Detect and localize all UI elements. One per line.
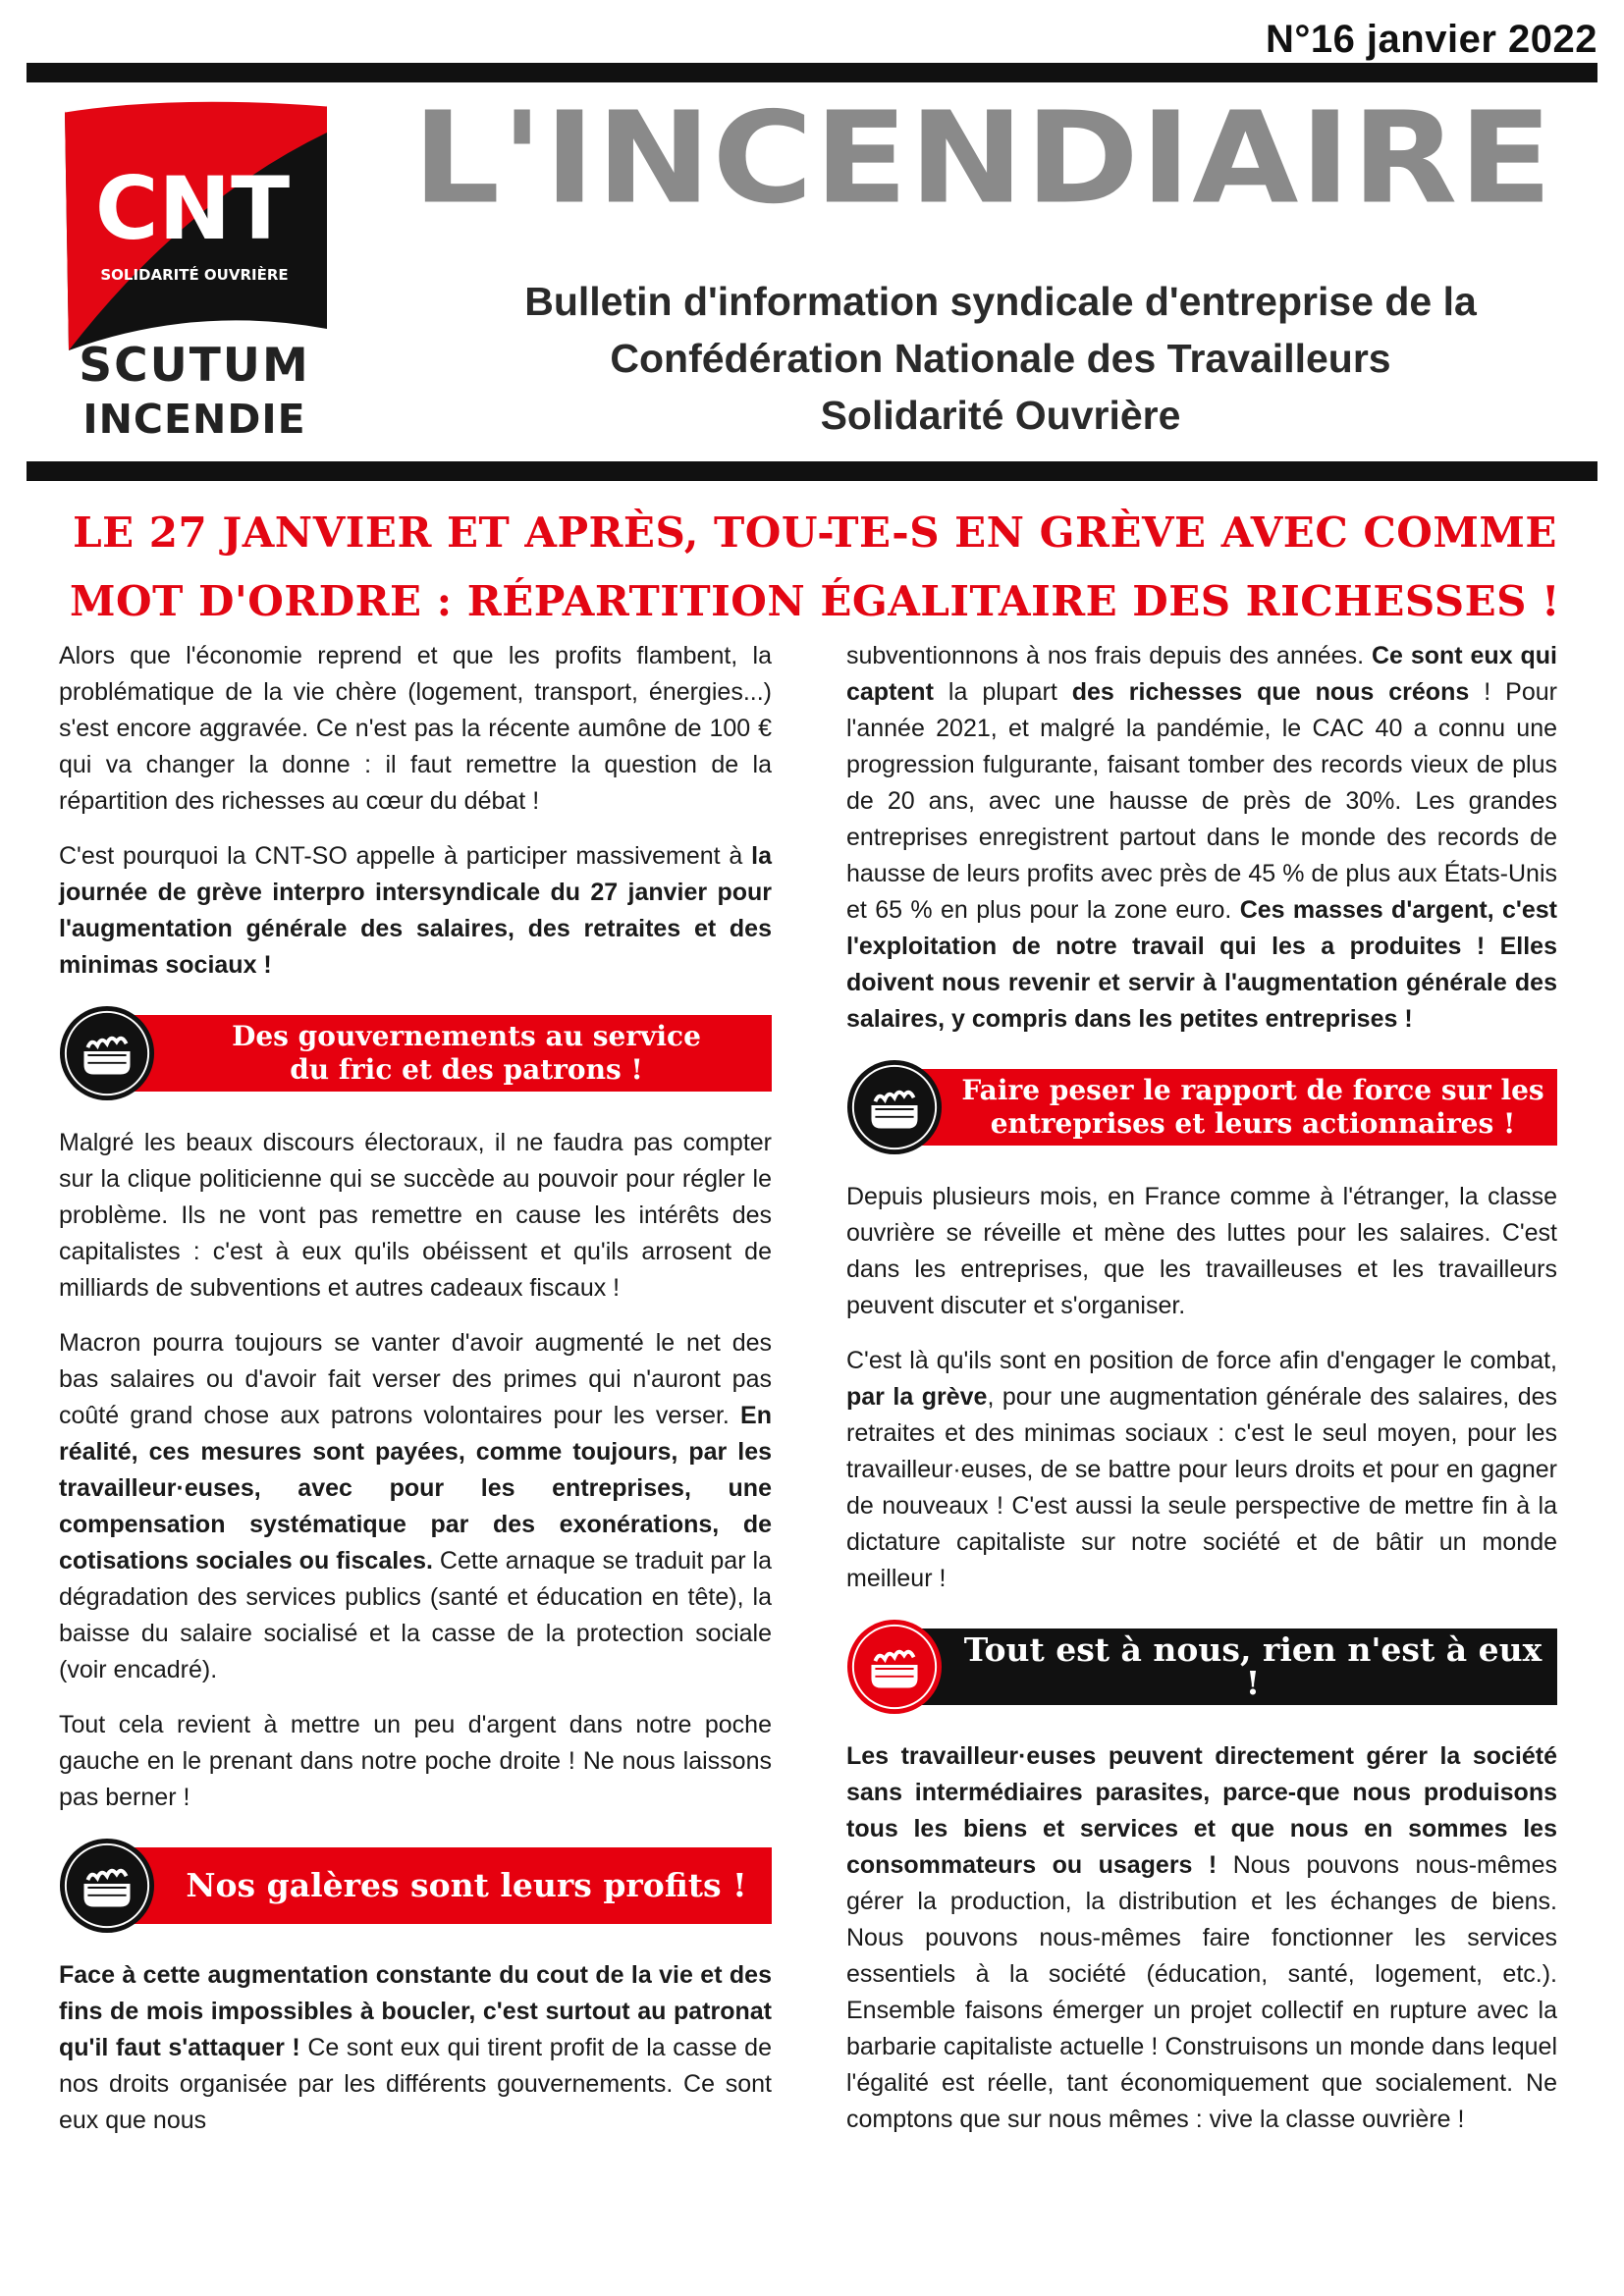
section-banner-title: Faire peser le rapport de force sur les entreprises et leurs actionnaires ! (892, 1069, 1557, 1146)
paragraph: C'est là qu'ils sont en position de force afin d'engager le combat, par la grève, pour une augmentation générale des salaires, des retraites et des minimas sociaux : c'est le seul moyen, pour les travailleur·euses, de se battre pour leurs droits et pour en gagner de nouveaux ! C'est aussi la seule perspective de mettre fin à la dictature capitaliste sur notre société et de bâtir un monde meilleur ! (846, 1347, 1558, 1592)
raised-fist-icon (59, 1838, 155, 1934)
right-column (846, 638, 1557, 2157)
paragraph: Tout cela revient à mettre un peu d'argent dans notre poche gauche en le prenant dans notre poche droite ! Ne nous laissons pas berner ! (59, 1711, 772, 1811)
masthead-subtitle-line: Solidarité Ouvrière (820, 393, 1181, 438)
masthead-rule-top (27, 63, 1597, 82)
paragraph: subventionnons à nos frais depuis des années. Ce sont eux qui captent la plupart des richesses que nous créons ! Pour l'année 2021, et malgré la pandémie, le CAC 40 a connu une progression fulgurante, faisant tomber des records vieux de plus de 20 ans, avec une hausse de près de 30%. Les grandes entreprises enregistrent partout dans le monde des records de hausse de leurs profits avec près de 45 % de plus aux États-Unis et 65 % en plus pour la zone euro. Ces masses d'argent, c'est l'exploitation de notre travail qui les a produites ! Elles doivent nous revenir et servir à l'augmentation générale des salaires, y compris dans les petites entreprises ! (846, 642, 1558, 1033)
paragraph: Malgré les beaux discours électoraux, il ne faudra pas compter sur la clique politicienne qui se succède au pouvoir pour régler le problème. Ils ne vont pas remettre en cause les intérêts des capitalistes : c'est à eux qu'ils obéissent et qu'ils arrosent de milliards de subventions et autres cadeaux fiscaux ! (59, 1129, 772, 1302)
masthead-subtitle-line: Bulletin d'information syndicale d'entreprise de la (524, 279, 1477, 324)
paragraph: Alors que l'économie reprend et que les profits flambent, la problématique de la vie chère (logement, transport, énergies...) s'est encore aggravée. Ce n'est pas la récente aumône de 100 € qui va changer la donne : il faut remettre la question de la répartition des richesses au cœur du débat ! (59, 642, 772, 815)
section-banner-title: Nos galères sont leurs profits ! (104, 1847, 772, 1924)
logo-brand: CNT (94, 158, 291, 259)
paragraph: C'est pourquoi la CNT-SO appelle à participer massivement à la journée de grève interpro intersyndicale du 27 janvier pour l'augmentation générale des salaires, des retraites et des minimas sociaux ! (59, 842, 772, 979)
headline-line: MOT D'ORDRE : RÉPARTITION ÉGALITAIRE DES RICHESSES ! (70, 577, 1560, 625)
issue-number: N°16 janvier 2022 (1265, 18, 1597, 61)
headline (59, 499, 1571, 636)
section-banner (59, 1838, 772, 1934)
raised-fist-icon (846, 1619, 943, 1715)
logo-scutum: SCUTUM (79, 339, 310, 393)
headline-line: LE 27 JANVIER ET APRÈS, TOU-TE-S EN GRÈVE AVEC COMME (73, 508, 1557, 557)
section-banner-title: Tout est à nous, rien n'est à eux ! (892, 1629, 1557, 1705)
left-column (59, 638, 772, 2158)
masthead-rule-bottom (27, 461, 1597, 481)
masthead-subtitle (397, 273, 1604, 444)
masthead-title: L'INCENDIAIRE (412, 84, 1554, 233)
masthead-subtitle-line: Confédération Nationale des Travailleurs (610, 336, 1391, 381)
paragraph: Depuis plusieurs mois, en France comme à l'étranger, la classe ouvrière se réveille et mène des luttes pour les salaires. C'est dans les entreprises, que les travailleuses et les travailleurs peuvent discuter et s'organiser. (846, 1183, 1557, 1319)
paragraph: Face à cette augmentation constante du cout de la vie et des fins de mois impossibles à boucler, c'est surtout au patronat qu'il faut s'attaquer ! Ce sont eux qui tirent profit de la casse de nos droits organisée par les différents gouvernements. Ce sont eux que nous (59, 1961, 772, 2134)
section-banner (59, 1005, 772, 1101)
raised-fist-icon (846, 1059, 943, 1155)
section-banner (846, 1619, 1557, 1715)
paragraph: Les travailleur·euses peuvent directement gérer la société sans intermédiaires parasites, parce-que nous produisons tous les biens et services et que nous en sommes les consommateurs ou usagers ! Nous pouvons nous-mêmes gérer la production, la distribution et les échanges de biens. Nous pouvons nous-mêmes faire fonctionner les services essentiels à la société (éducation, santé, logement, etc.). Ensemble faisons émerger un projet collectif en rupture avec la barbarie capitaliste actuelle ! Construisons un monde dans lequel l'égalité est réelle, tant économiquement que socialement. Ne comptons que sur nous mêmes : vive la classe ouvrière ! (846, 1742, 1557, 2133)
logo-tagline: SOLIDARITÉ OUVRIÈRE (100, 266, 289, 284)
section-banner (846, 1059, 1557, 1155)
section-banner-title: Des gouvernements au service du fric et des patrons ! (104, 1015, 772, 1092)
paragraph: Macron pourra toujours se vanter d'avoir augmenté le net des bas salaires ou d'avoir fait verser des primes qui n'auront pas coûté grand chose aux patrons volontaires pour les verser. En réalité, ces mesures sont payées, comme toujours, par les travailleur·euses, avec pour les entreprises, une compensation systématique par des exonérations, de cotisations sociales ou fiscales. Cette arnaque se traduit par la dégradation des services publics (santé et éducation en tête), la baisse du salaire socialisé et la casse de la protection sociale (voir encadré). (59, 1329, 772, 1683)
logo-incendie: INCENDIE (82, 396, 306, 443)
raised-fist-icon (59, 1005, 155, 1101)
